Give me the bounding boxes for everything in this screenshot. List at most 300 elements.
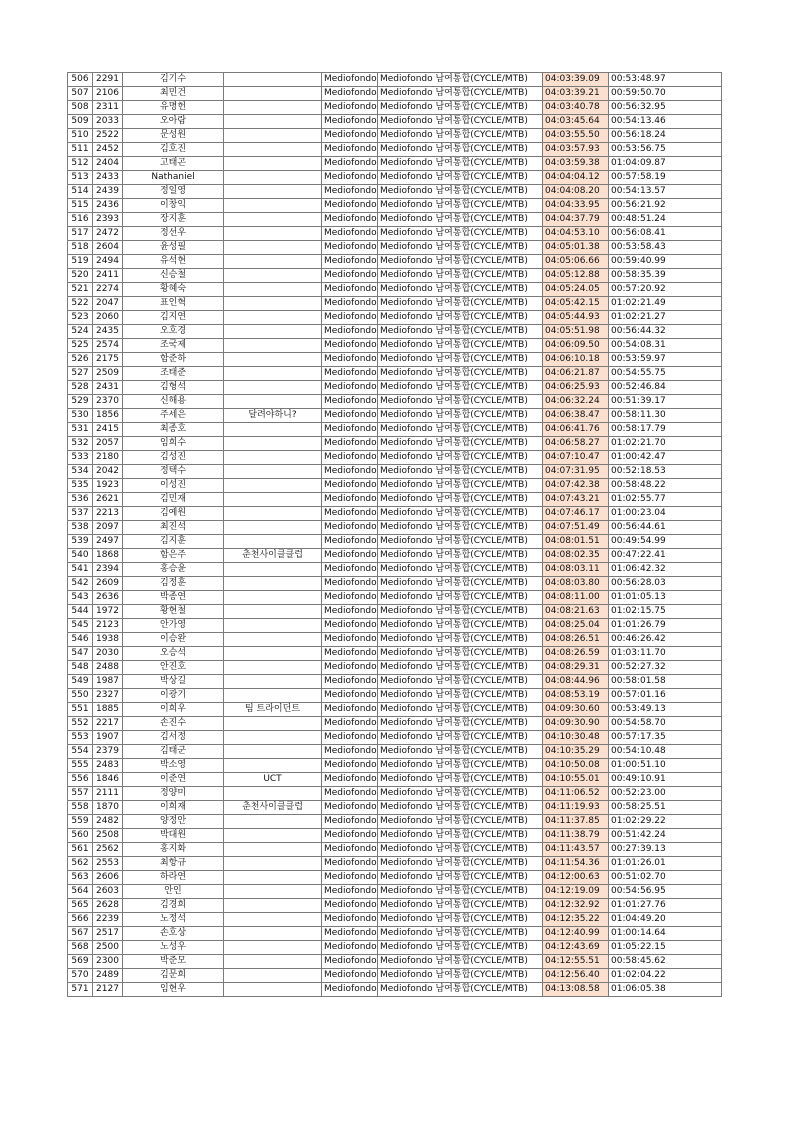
rank-cell: 569: [68, 955, 93, 969]
name-cell: 오호경: [123, 325, 224, 339]
table-row: [68, 899, 722, 913]
category-cell: Mediofondo: [322, 367, 378, 381]
bib-cell: 2030: [93, 647, 123, 661]
category-cell: Mediofondo: [322, 73, 378, 87]
category-cell: Mediofondo: [322, 87, 378, 101]
rank-cell: 534: [68, 465, 93, 479]
category-cell: Mediofondo: [322, 605, 378, 619]
bib-cell: 2497: [93, 535, 123, 549]
category-cell: Mediofondo: [322, 815, 378, 829]
bib-cell: 2621: [93, 493, 123, 507]
finish-time-cell: 04:03:57.93: [543, 143, 609, 157]
split-time-cell: 00:53:56.75: [609, 143, 722, 157]
rank-cell: 542: [68, 577, 93, 591]
name-cell: 문성원: [123, 129, 224, 143]
split-time-cell: 00:57:20.92: [609, 283, 722, 297]
finish-time-cell: 04:12:00.63: [543, 871, 609, 885]
team-cell: [224, 101, 322, 115]
name-cell: 이희재: [123, 801, 224, 815]
bib-cell: 2370: [93, 395, 123, 409]
table-row: [68, 829, 722, 843]
team-cell: [224, 577, 322, 591]
bib-cell: 2300: [93, 955, 123, 969]
finish-time-cell: 04:03:55.50: [543, 129, 609, 143]
class-cell: Mediofondo 남여통합(CYCLE/MTB): [378, 619, 543, 633]
rank-cell: 510: [68, 129, 93, 143]
category-cell: Mediofondo: [322, 297, 378, 311]
table-row: [68, 871, 722, 885]
split-time-cell: 00:56:21.92: [609, 199, 722, 213]
name-cell: 김성진: [123, 451, 224, 465]
bib-cell: 1868: [93, 549, 123, 563]
team-cell: [224, 633, 322, 647]
bib-cell: 1846: [93, 773, 123, 787]
bib-cell: 1856: [93, 409, 123, 423]
bib-cell: 2291: [93, 73, 123, 87]
finish-time-cell: 04:04:08.20: [543, 185, 609, 199]
team-cell: [224, 171, 322, 185]
class-cell: Mediofondo 남여통합(CYCLE/MTB): [378, 773, 543, 787]
category-cell: Mediofondo: [322, 521, 378, 535]
table-row: [68, 941, 722, 955]
team-cell: [224, 507, 322, 521]
table-row: [68, 269, 722, 283]
table-row: [68, 605, 722, 619]
split-time-cell: 00:49:54.99: [609, 535, 722, 549]
category-cell: Mediofondo: [322, 731, 378, 745]
name-cell: 김문희: [123, 969, 224, 983]
finish-time-cell: 04:09:30.90: [543, 717, 609, 731]
finish-time-cell: 04:06:21.87: [543, 367, 609, 381]
class-cell: Mediofondo 남여통합(CYCLE/MTB): [378, 675, 543, 689]
category-cell: Mediofondo: [322, 381, 378, 395]
name-cell: 최진석: [123, 521, 224, 535]
rank-cell: 524: [68, 325, 93, 339]
team-cell: [224, 367, 322, 381]
team-cell: [224, 787, 322, 801]
team-cell: [224, 941, 322, 955]
finish-time-cell: 04:11:54.36: [543, 857, 609, 871]
name-cell: 박상길: [123, 675, 224, 689]
table-row: [68, 619, 722, 633]
team-cell: [224, 591, 322, 605]
name-cell: 김지연: [123, 311, 224, 325]
team-cell: [224, 451, 322, 465]
finish-time-cell: 04:08:44.96: [543, 675, 609, 689]
category-cell: Mediofondo: [322, 619, 378, 633]
category-cell: Mediofondo: [322, 199, 378, 213]
rank-cell: 520: [68, 269, 93, 283]
finish-time-cell: 04:05:12.88: [543, 269, 609, 283]
class-cell: Mediofondo 남여통합(CYCLE/MTB): [378, 633, 543, 647]
table-row: [68, 563, 722, 577]
split-time-cell: 00:49:10.91: [609, 773, 722, 787]
team-cell: [224, 759, 322, 773]
class-cell: Mediofondo 남여통합(CYCLE/MTB): [378, 437, 543, 451]
bib-cell: 2123: [93, 619, 123, 633]
table-row: [68, 521, 722, 535]
team-cell: [224, 605, 322, 619]
finish-time-cell: 04:05:44.93: [543, 311, 609, 325]
split-time-cell: 01:00:42.47: [609, 451, 722, 465]
team-cell: [224, 353, 322, 367]
split-time-cell: 00:54:13.57: [609, 185, 722, 199]
class-cell: Mediofondo 남여통합(CYCLE/MTB): [378, 409, 543, 423]
finish-time-cell: 04:06:38.47: [543, 409, 609, 423]
class-cell: Mediofondo 남여통합(CYCLE/MTB): [378, 465, 543, 479]
bib-cell: 2482: [93, 815, 123, 829]
name-cell: 이광기: [123, 689, 224, 703]
rank-cell: 516: [68, 213, 93, 227]
category-cell: Mediofondo: [322, 773, 378, 787]
split-time-cell: 01:00:51.10: [609, 759, 722, 773]
rank-cell: 514: [68, 185, 93, 199]
finish-time-cell: 04:08:21.63: [543, 605, 609, 619]
rank-cell: 509: [68, 115, 93, 129]
team-cell: [224, 241, 322, 255]
team-cell: [224, 325, 322, 339]
split-time-cell: 00:51:39.17: [609, 395, 722, 409]
class-cell: Mediofondo 남여통합(CYCLE/MTB): [378, 381, 543, 395]
class-cell: Mediofondo 남여통합(CYCLE/MTB): [378, 311, 543, 325]
table-row: [68, 129, 722, 143]
split-time-cell: 01:01:26.01: [609, 857, 722, 871]
finish-time-cell: 04:10:50.08: [543, 759, 609, 773]
bib-cell: 1870: [93, 801, 123, 815]
finish-time-cell: 04:03:39.21: [543, 87, 609, 101]
table-row: [68, 353, 722, 367]
category-cell: Mediofondo: [322, 213, 378, 227]
table-row: [68, 787, 722, 801]
category-cell: Mediofondo: [322, 703, 378, 717]
rank-cell: 570: [68, 969, 93, 983]
team-cell: [224, 745, 322, 759]
rank-cell: 539: [68, 535, 93, 549]
bib-cell: 2517: [93, 927, 123, 941]
finish-time-cell: 04:03:39.09: [543, 73, 609, 87]
finish-time-cell: 04:07:51.49: [543, 521, 609, 535]
team-cell: [224, 199, 322, 213]
category-cell: Mediofondo: [322, 745, 378, 759]
bib-cell: 1885: [93, 703, 123, 717]
table-row: [68, 661, 722, 675]
category-cell: Mediofondo: [322, 311, 378, 325]
bib-cell: 2509: [93, 367, 123, 381]
split-time-cell: 01:02:21.27: [609, 311, 722, 325]
split-time-cell: 01:06:05.38: [609, 983, 722, 997]
split-time-cell: 00:51:02.70: [609, 871, 722, 885]
split-time-cell: 00:58:17.79: [609, 423, 722, 437]
finish-time-cell: 04:06:10.18: [543, 353, 609, 367]
name-cell: 정양미: [123, 787, 224, 801]
bib-cell: 2433: [93, 171, 123, 185]
table-row: [68, 549, 722, 563]
rank-cell: 543: [68, 591, 93, 605]
name-cell: 김지훈: [123, 535, 224, 549]
bib-cell: 2175: [93, 353, 123, 367]
bib-cell: 2097: [93, 521, 123, 535]
finish-time-cell: 04:11:19.93: [543, 801, 609, 815]
category-cell: Mediofondo: [322, 563, 378, 577]
class-cell: Mediofondo 남여통합(CYCLE/MTB): [378, 759, 543, 773]
name-cell: 이성진: [123, 479, 224, 493]
table-row: [68, 115, 722, 129]
class-cell: Mediofondo 남여통합(CYCLE/MTB): [378, 143, 543, 157]
table-row: [68, 507, 722, 521]
rank-cell: 529: [68, 395, 93, 409]
split-time-cell: 01:05:22.15: [609, 941, 722, 955]
class-cell: Mediofondo 남여통합(CYCLE/MTB): [378, 717, 543, 731]
table-row: [68, 409, 722, 423]
category-cell: Mediofondo: [322, 633, 378, 647]
bib-cell: 2606: [93, 871, 123, 885]
bib-cell: 2239: [93, 913, 123, 927]
split-time-cell: 01:06:42.32: [609, 563, 722, 577]
rank-cell: 558: [68, 801, 93, 815]
bib-cell: 2274: [93, 283, 123, 297]
team-cell: 팀 트라이던트: [224, 703, 322, 717]
name-cell: 함은주: [123, 549, 224, 563]
category-cell: Mediofondo: [322, 283, 378, 297]
rank-cell: 519: [68, 255, 93, 269]
table-row: [68, 955, 722, 969]
split-time-cell: 01:04:09.87: [609, 157, 722, 171]
category-cell: Mediofondo: [322, 577, 378, 591]
team-cell: [224, 969, 322, 983]
class-cell: Mediofondo 남여통합(CYCLE/MTB): [378, 801, 543, 815]
finish-time-cell: 04:05:24.05: [543, 283, 609, 297]
table-row: [68, 479, 722, 493]
name-cell: 황혜숙: [123, 283, 224, 297]
class-cell: Mediofondo 남여통합(CYCLE/MTB): [378, 185, 543, 199]
table-row: [68, 731, 722, 745]
rank-cell: 511: [68, 143, 93, 157]
team-cell: [224, 983, 322, 997]
split-time-cell: 00:58:35.39: [609, 269, 722, 283]
rank-cell: 562: [68, 857, 93, 871]
name-cell: 표인혁: [123, 297, 224, 311]
split-time-cell: 00:53:59.97: [609, 353, 722, 367]
category-cell: Mediofondo: [322, 115, 378, 129]
name-cell: 김정훈: [123, 577, 224, 591]
table-row: [68, 927, 722, 941]
table-row: [68, 241, 722, 255]
bib-cell: 1907: [93, 731, 123, 745]
table-row: [68, 703, 722, 717]
bib-cell: 2411: [93, 269, 123, 283]
name-cell: 주세은: [123, 409, 224, 423]
name-cell: 노성우: [123, 941, 224, 955]
team-cell: [224, 493, 322, 507]
bib-cell: 2494: [93, 255, 123, 269]
class-cell: Mediofondo 남여통합(CYCLE/MTB): [378, 591, 543, 605]
split-time-cell: 00:54:55.75: [609, 367, 722, 381]
finish-time-cell: 04:08:26.59: [543, 647, 609, 661]
name-cell: 박대원: [123, 829, 224, 843]
rank-cell: 549: [68, 675, 93, 689]
bib-cell: 2311: [93, 101, 123, 115]
bib-cell: 2522: [93, 129, 123, 143]
bib-cell: 2415: [93, 423, 123, 437]
class-cell: Mediofondo 남여통합(CYCLE/MTB): [378, 479, 543, 493]
category-cell: Mediofondo: [322, 801, 378, 815]
team-cell: [224, 689, 322, 703]
team-cell: [224, 843, 322, 857]
bib-cell: 2472: [93, 227, 123, 241]
team-cell: UCT: [224, 773, 322, 787]
name-cell: 정택수: [123, 465, 224, 479]
split-time-cell: 00:54:10.48: [609, 745, 722, 759]
split-time-cell: 01:02:04.22: [609, 969, 722, 983]
split-time-cell: 00:58:48.22: [609, 479, 722, 493]
rank-cell: 540: [68, 549, 93, 563]
split-time-cell: 00:58:01.58: [609, 675, 722, 689]
category-cell: Mediofondo: [322, 829, 378, 843]
table-row: [68, 913, 722, 927]
table-row: [68, 339, 722, 353]
class-cell: Mediofondo 남여통합(CYCLE/MTB): [378, 927, 543, 941]
team-cell: [224, 535, 322, 549]
finish-time-cell: 04:06:25.93: [543, 381, 609, 395]
class-cell: Mediofondo 남여통합(CYCLE/MTB): [378, 549, 543, 563]
bib-cell: 2508: [93, 829, 123, 843]
bib-cell: 2393: [93, 213, 123, 227]
name-cell: 손호상: [123, 927, 224, 941]
name-cell: 김예원: [123, 507, 224, 521]
table-row: [68, 773, 722, 787]
finish-time-cell: 04:11:06.52: [543, 787, 609, 801]
name-cell: 윤성필: [123, 241, 224, 255]
finish-time-cell: 04:05:42.15: [543, 297, 609, 311]
name-cell: 손진수: [123, 717, 224, 731]
class-cell: Mediofondo 남여통합(CYCLE/MTB): [378, 73, 543, 87]
finish-time-cell: 04:10:30.48: [543, 731, 609, 745]
team-cell: [224, 857, 322, 871]
table-row: [68, 983, 722, 997]
category-cell: Mediofondo: [322, 143, 378, 157]
class-cell: Mediofondo 남여통합(CYCLE/MTB): [378, 871, 543, 885]
table-row: [68, 423, 722, 437]
finish-time-cell: 04:11:43.57: [543, 843, 609, 857]
team-cell: [224, 227, 322, 241]
category-cell: Mediofondo: [322, 885, 378, 899]
name-cell: 김형석: [123, 381, 224, 395]
rank-cell: 515: [68, 199, 93, 213]
class-cell: Mediofondo 남여통합(CYCLE/MTB): [378, 101, 543, 115]
team-cell: [224, 619, 322, 633]
rank-cell: 557: [68, 787, 93, 801]
team-cell: [224, 73, 322, 87]
class-cell: Mediofondo 남여통합(CYCLE/MTB): [378, 339, 543, 353]
team-cell: [224, 423, 322, 437]
bib-cell: 1938: [93, 633, 123, 647]
split-time-cell: 00:54:08.31: [609, 339, 722, 353]
bib-cell: 2435: [93, 325, 123, 339]
finish-time-cell: 04:12:35.22: [543, 913, 609, 927]
table-row: [68, 885, 722, 899]
finish-time-cell: 04:08:53.19: [543, 689, 609, 703]
split-time-cell: 00:46:26.42: [609, 633, 722, 647]
class-cell: Mediofondo 남여통합(CYCLE/MTB): [378, 521, 543, 535]
table-row: [68, 717, 722, 731]
class-cell: Mediofondo 남여통합(CYCLE/MTB): [378, 171, 543, 185]
class-cell: Mediofondo 남여통합(CYCLE/MTB): [378, 647, 543, 661]
split-time-cell: 00:54:56.95: [609, 885, 722, 899]
split-time-cell: 00:52:27.32: [609, 661, 722, 675]
split-time-cell: 01:02:21.70: [609, 437, 722, 451]
team-cell: [224, 815, 322, 829]
category-cell: Mediofondo: [322, 353, 378, 367]
bib-cell: 1923: [93, 479, 123, 493]
table-row: [68, 437, 722, 451]
name-cell: 신승철: [123, 269, 224, 283]
class-cell: Mediofondo 남여통합(CYCLE/MTB): [378, 325, 543, 339]
table-row: [68, 227, 722, 241]
rank-cell: 555: [68, 759, 93, 773]
finish-time-cell: 04:08:25.04: [543, 619, 609, 633]
rank-cell: 521: [68, 283, 93, 297]
table-row: [68, 367, 722, 381]
class-cell: Mediofondo 남여통합(CYCLE/MTB): [378, 115, 543, 129]
name-cell: 최민건: [123, 87, 224, 101]
class-cell: Mediofondo 남여통합(CYCLE/MTB): [378, 563, 543, 577]
split-time-cell: 00:48:51.24: [609, 213, 722, 227]
category-cell: Mediofondo: [322, 255, 378, 269]
table-row: [68, 283, 722, 297]
finish-time-cell: 04:05:06.66: [543, 255, 609, 269]
name-cell: 임희수: [123, 437, 224, 451]
finish-time-cell: 04:07:43.21: [543, 493, 609, 507]
name-cell: 안가영: [123, 619, 224, 633]
name-cell: 홍승윤: [123, 563, 224, 577]
table-row: [68, 465, 722, 479]
rank-cell: 535: [68, 479, 93, 493]
class-cell: Mediofondo 남여통합(CYCLE/MTB): [378, 787, 543, 801]
bib-cell: 2604: [93, 241, 123, 255]
category-cell: Mediofondo: [322, 969, 378, 983]
class-cell: Mediofondo 남여통합(CYCLE/MTB): [378, 423, 543, 437]
rank-cell: 561: [68, 843, 93, 857]
name-cell: 임현우: [123, 983, 224, 997]
rank-cell: 571: [68, 983, 93, 997]
table-row: [68, 535, 722, 549]
category-cell: Mediofondo: [322, 913, 378, 927]
rank-cell: 537: [68, 507, 93, 521]
category-cell: Mediofondo: [322, 325, 378, 339]
name-cell: 안인: [123, 885, 224, 899]
rank-cell: 522: [68, 297, 93, 311]
bib-cell: 2439: [93, 185, 123, 199]
class-cell: Mediofondo 남여통합(CYCLE/MTB): [378, 353, 543, 367]
finish-time-cell: 04:12:43.69: [543, 941, 609, 955]
category-cell: Mediofondo: [322, 871, 378, 885]
table-row: [68, 577, 722, 591]
category-cell: Mediofondo: [322, 983, 378, 997]
finish-time-cell: 04:04:53.10: [543, 227, 609, 241]
name-cell: 이희우: [123, 703, 224, 717]
finish-time-cell: 04:10:35.29: [543, 745, 609, 759]
rank-cell: 547: [68, 647, 93, 661]
rank-cell: 517: [68, 227, 93, 241]
finish-time-cell: 04:03:59.38: [543, 157, 609, 171]
team-cell: [224, 115, 322, 129]
team-cell: [224, 913, 322, 927]
table-row: [68, 591, 722, 605]
category-cell: Mediofondo: [322, 269, 378, 283]
table-row: [68, 759, 722, 773]
table-row: [68, 633, 722, 647]
finish-time-cell: 04:05:51.98: [543, 325, 609, 339]
